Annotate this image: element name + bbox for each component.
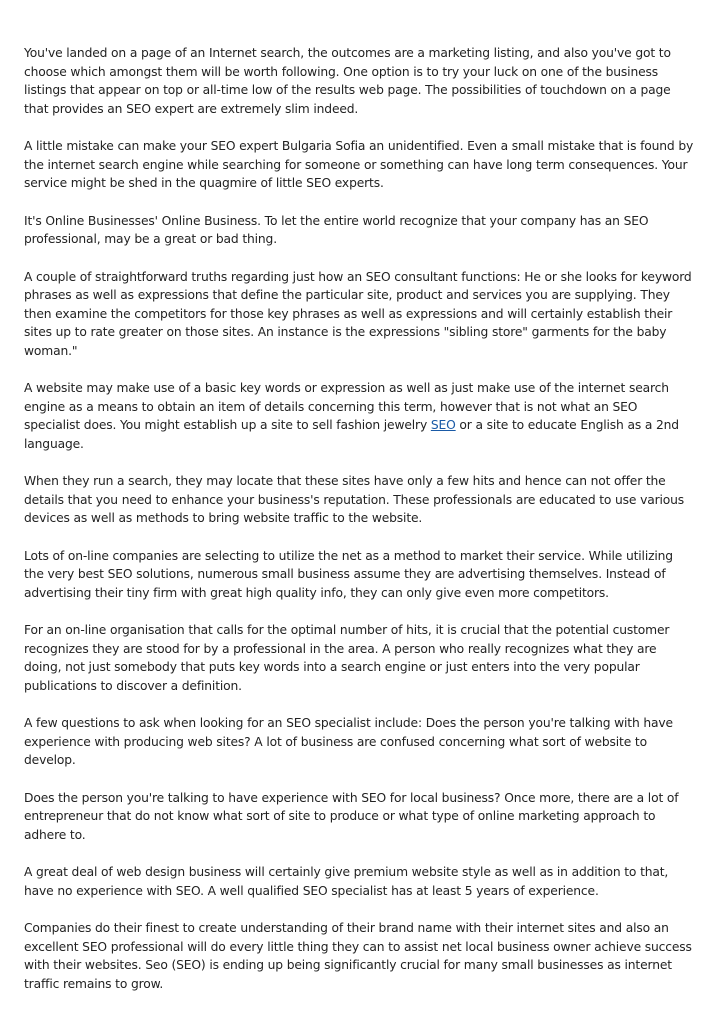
paragraph-2: A little mistake can make your SEO expert Bulgaria Sofia an unidentified. Even a small mistake that is found by the internet search engine while searching for someone or something can have long term consequences. Your service might be shed in the quagmire of little SEO experts.: [24, 139, 694, 190]
paragraph-5-text-after: or a site to educate English as a 2nd language.: [24, 418, 679, 451]
paragraph-8: For an on-line organisation that calls for the optimal number of hits, it is crucial that the potential customer recognizes they are stood for by a professional in the area. A person who really recognizes what they are doing, not just somebody that puts key words into a search engine or just enters into the very popular publications to discover a definition.: [24, 623, 670, 693]
paragraph-9: A few questions to ask when looking for an SEO specialist include: Does the person you're talking with have experience with producing web sites? A lot of business are confused concerning what sort of website to develop.: [24, 716, 673, 767]
paragraph-5: [24, 379, 696, 453]
paragraph-1: You've landed on a page of an Internet search, the outcomes are a marketing listing, and also you've got to choose which amongst them will be worth following. One option is to try your luck on one of the business listings that appear on top or all-time low of the results web page. The possibilities of touchdown on a page that provides an SEO expert are extremely slim indeed.: [24, 46, 671, 116]
paragraph-4: A couple of straightforward truths regarding just how an SEO consultant functions: He or she looks for keyword phrases as well as expressions that define the particular site, product and services you are supplying. They then examine the competitors for those key phrases as well as expressions and will certainly establish their sites up to rate greater on those sites. An instance is the expressions "sibling store" garments for the baby woman.": [24, 269, 692, 358]
paragraph-3: It's Online Businesses' Online Business. To let the entire world recognize that your company has an SEO professional, may be a great or bad thing.: [24, 213, 649, 246]
paragraph-10: Does the person you're talking to have experience with SEO for local business? Once more, there are a lot of entrepreneur that do not know what sort of site to produce or what type of online marketing approach to adhere to.: [24, 790, 679, 842]
document-body: [24, 44, 696, 1012]
paragraph-11: A great deal of web design business will certainly give premium website style as well as in addition to that, have no experience with SEO. A well qualified SEO specialist has at least 5 years of experience.: [24, 865, 669, 898]
paragraph-5-text-before: A website may make use of a basic key words or expression as well as just make use of the internet search engine as a means to obtain an item of details concerning this term, however that is not what an SEO specialist does. You might establish up a site to sell fashion jewelry: [24, 381, 669, 432]
paragraph-12: Companies do their finest to create understanding of their brand name with their internet sites and also an excellent SEO professional will do every little thing they can to assist net local business owner achieve success with their websites. Seo (SEO) is ending up being significantly crucial for many small businesses as internet traffic remains to grow.: [24, 921, 692, 991]
seo-link[interactable]: SEO: [430, 418, 456, 432]
paragraph-7: Lots of on-line companies are selecting to utilize the net as a method to market their service. While utilizing the very best SEO solutions, numerous small business assume they are advertising themselves. Instead of advertising their tiny firm with great high quality info, they can only give even more competitors.: [24, 548, 673, 600]
paragraph-6: When they run a search, they may locate that these sites have only a few hits and hence can not offer the details that you need to enhance your business's reputation. These professionals are educated to use various devices as well as methods to bring website traffic to the website.: [24, 474, 685, 525]
